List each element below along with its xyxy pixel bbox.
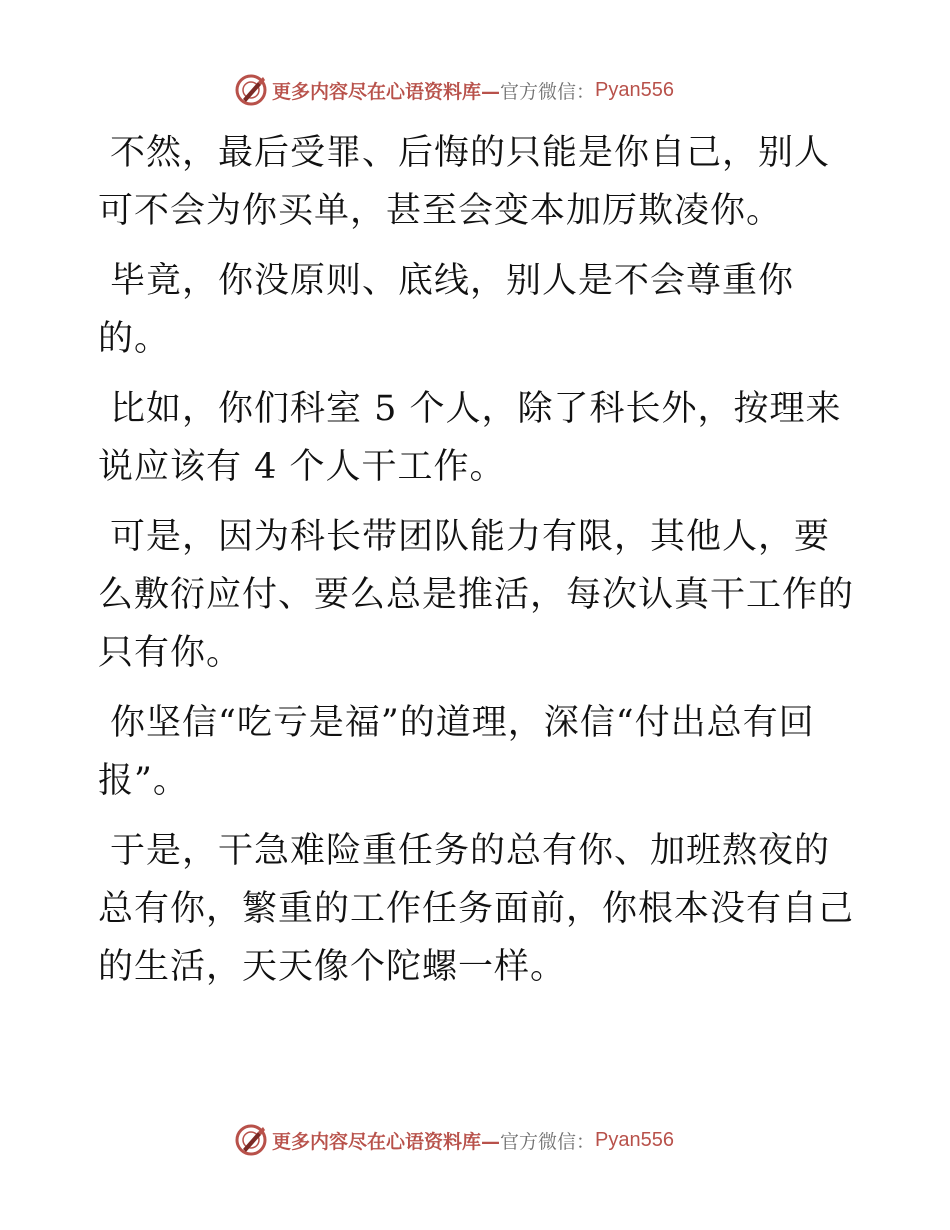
footer-banner: [234, 1120, 674, 1160]
paragraph-5: 你坚信“吃亏是福”的道理，深信“付出总有回报”。: [98, 703, 815, 801]
footer-wechat-label: 官方微信：: [500, 1130, 596, 1153]
pen-circle-logo-icon: [234, 73, 268, 107]
paragraph-4: 可是，因为科长带团队能力有限，其他人，要么敷衍应付、要么总是推活，每次认真干工作的只有你。: [98, 517, 855, 673]
paragraph-1: 不然，最后受罪、后悔的只能是你自己，别人可不会为你买单，甚至会变本加厉欺凌你。: [98, 133, 831, 231]
paragraph-6: 于是，干急难险重任务的总有你、加班熬夜的总有你，繁重的工作任务面前，你根本没有自己的生活，天天像个陀螺一样。: [98, 831, 855, 987]
footer-slogan: 更多内容尽在心语资料库—: [272, 1130, 501, 1153]
paragraph-2: 毕竟，你没原则、底线，别人是不会尊重你的。: [98, 261, 795, 359]
pen-circle-logo-icon: [234, 1123, 268, 1157]
document-body: [98, 124, 858, 1008]
header-wechat-label: 官方微信：: [500, 80, 596, 103]
header-wechat-id: Pyan556: [595, 78, 674, 101]
footer-wechat-id: Pyan556: [595, 1128, 674, 1151]
header-banner: [234, 70, 674, 110]
paragraph-3: 比如，你们科室 5 个人，除了科长外，按理来说应该有 4 个人干工作。: [98, 389, 842, 487]
header-slogan: 更多内容尽在心语资料库—: [272, 80, 501, 103]
